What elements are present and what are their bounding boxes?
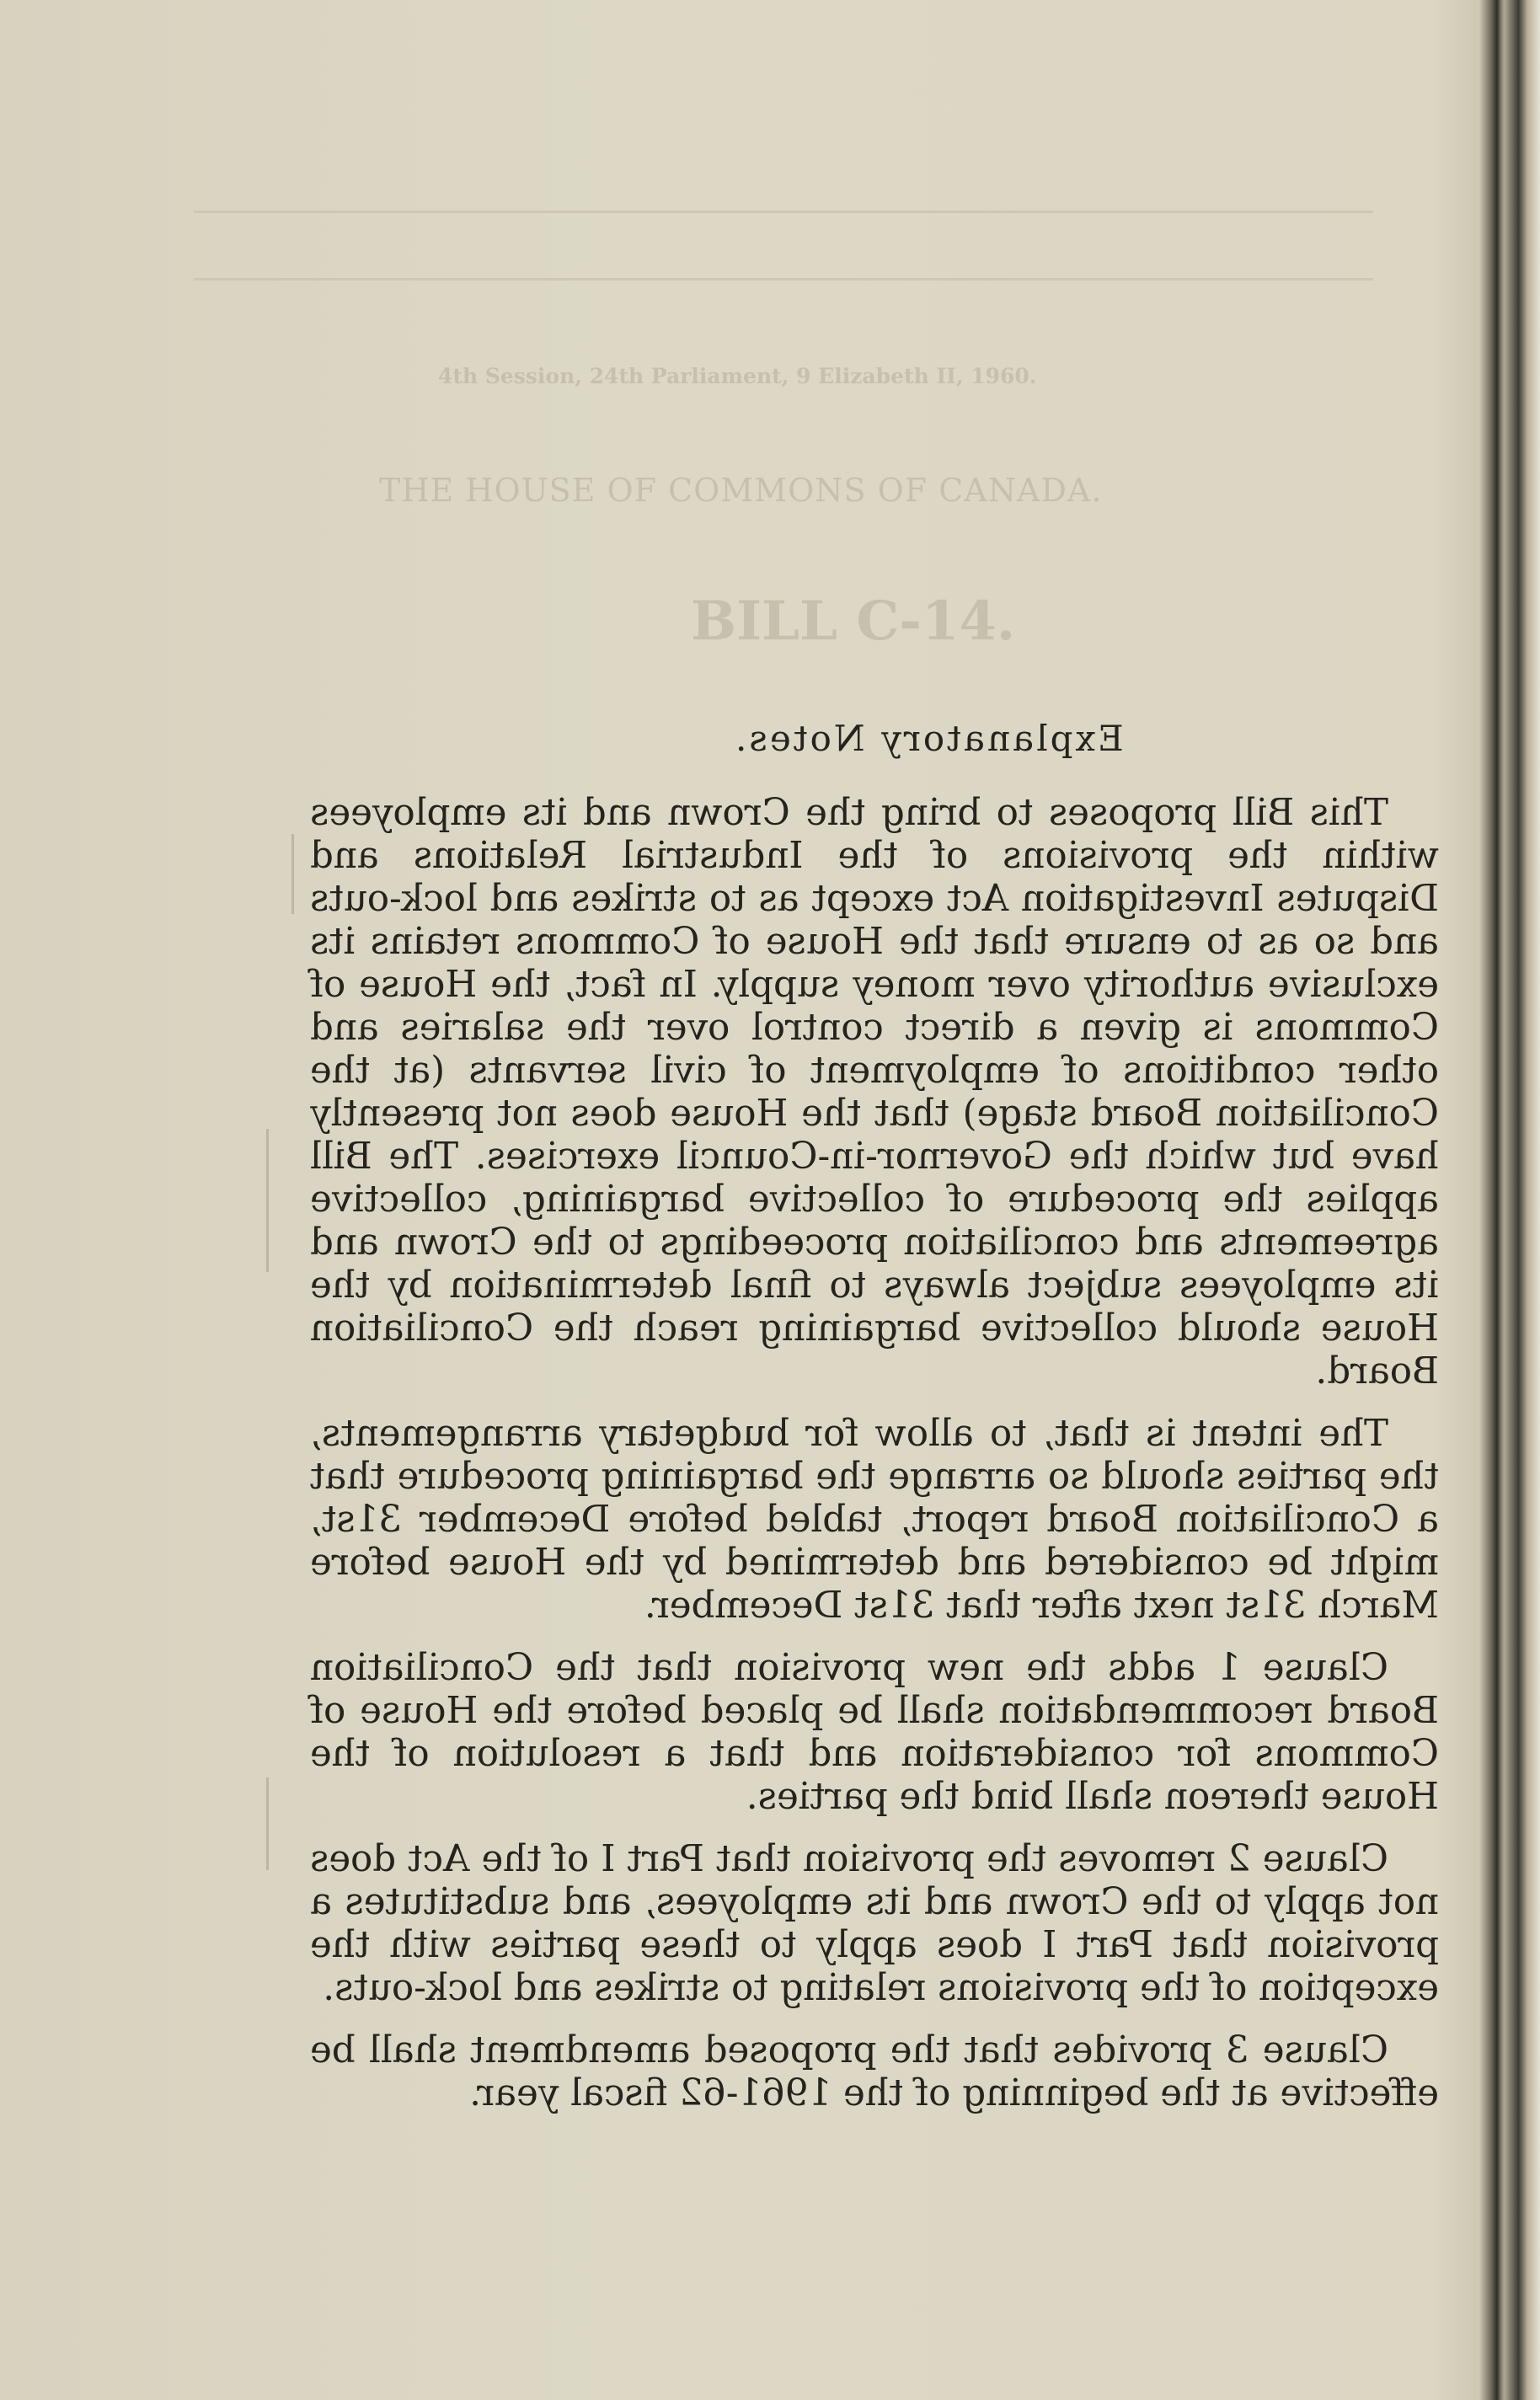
explanatory-notes-heading: Explanatory Notes. — [733, 718, 1124, 759]
margin-rule-2 — [266, 1129, 269, 1272]
paragraph-clause-1: Clause 1 adds the new provision that the Conciliation Board recommendation shall be placed before the House of Commons for consideration and that a resolution of the House thereon shall bind the parties. — [310, 1647, 1439, 1818]
ghost-bill-number: BILL C-14. — [691, 590, 1016, 653]
ghost-rule-top — [194, 211, 1373, 213]
ghost-session-line: 4th Session, 24th Parliament, 9 Elizabeth II, 1960. — [438, 364, 1037, 388]
paragraph-intent: The intent is that, to allow for budgetary arrangements, the parties should so arrange the bargaining procedure that a Conciliation Board report, tabled before December 31st, might be considered and determined by the House before March 31st next after that 31st December. — [310, 1413, 1439, 1627]
margin-rule-3 — [266, 1777, 269, 1870]
ghost-house-title: THE HOUSE OF COMMONS OF CANADA. — [379, 472, 1103, 509]
paragraph-clause-2: Clause 2 removes the provision that Part I of the Act does not apply to the Crown and its employees, and substitutes a provision that Part I does apply to these parties with the exception of the provisions relating to strikes and lock-outs. — [310, 1838, 1439, 2009]
margin-rule-1 — [291, 834, 294, 914]
explanatory-notes-body — [310, 792, 1439, 2135]
book-spine-shadow — [1479, 0, 1505, 2400]
paragraph-clause-3: Clause 3 provides that the proposed amendment shall be effective at the beginning of the 1961-62 fiscal year. — [310, 2029, 1439, 2114]
ghost-rule-mid — [194, 278, 1373, 281]
paragraph-intro: This Bill proposes to bring the Crown and its employees within the provisions of the Industrial Relations and Disputes Investigation Act except as to strikes and lock-outs and so as to ensure that the House of Commons retains its exclusive authority over money supply. In fact, the House of Commons is given a direct control over the salaries and other conditions of employment of civil servants (at the Conciliation Board stage) that the House does not presently have but which the Governor-in-Council exercises. The Bill applies the procedure of collective bargaining, collective agreements and conciliation proceedings to the Crown and its employees subject always to final determination by the House should collective bargaining reach the Conciliation Board. — [310, 792, 1439, 1392]
